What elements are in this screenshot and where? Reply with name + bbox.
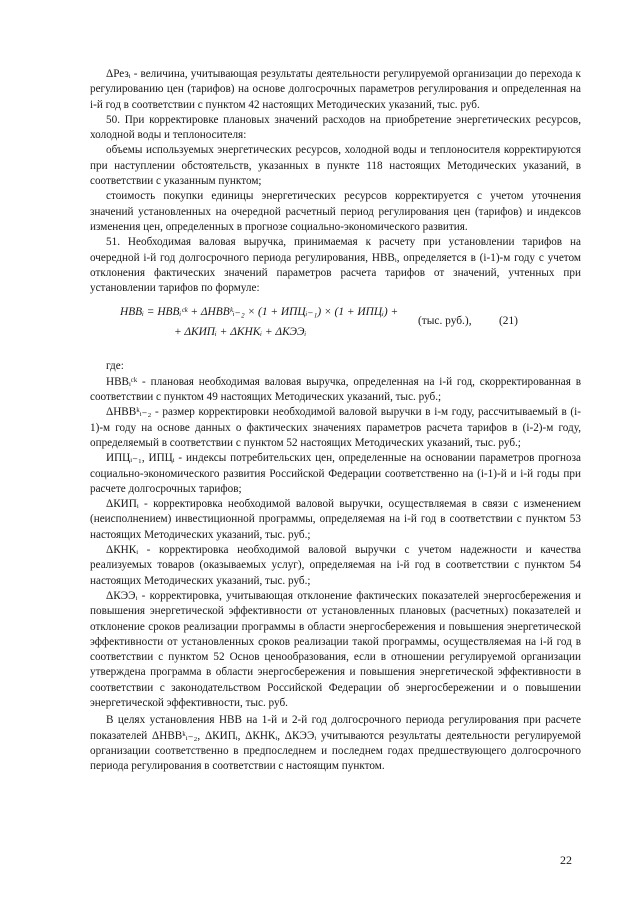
definition-delta-knk: ΔКНКᵢ - корректировка необходимой валовой выручки с учетом надежности и качества реализуемых товаров (оказываемых услуг), определяемая на i-й год в соответствии с пунктом 54 настоящих Методических указаний, тыс. руб.; — [90, 544, 581, 587]
definition-delta-kee: ΔКЭЭᵢ - корректировка, учитывающая отклонение фактических показателей энергосбережения и повышения энергетической эффективности от установленных плановых (расчетных) показателей и отклонение сроков реализации программы в области энергосбережения и повышения энергетической эффективности от установленных сроков реализации такой программы, осуществляемая на i-й год в соответствии с пунктом 52 Основ ценообразования, если в отношении регулируемой организации утверждена программа в области энергосбережения и повышения энергетической эффективности в соответствии с законодательством Российской Федерации об энергосбережении и о повышении энергетической эффективности, тыс. руб. — [90, 589, 581, 709]
where-label: где: — [106, 360, 124, 373]
paragraph-volumes: объемы используемых энергетических ресурсов, холодной воды и теплоносителя корректируются при наступлении обстоятельств, указанных в пункте 118 настоящих Методических указаний, в соответствии с указанным пунктом; — [90, 144, 581, 188]
paragraph-unit-cost: стоимость покупки единицы энергетических ресурсов корректируется с учетом уточнения значений установленных на очередной расчетный период регулирования цен (тарифов) и индексов изменения цен, определенных в прогнозе социально-экономического развития. — [90, 190, 581, 233]
paragraph-first-years: В целях установления НВВ на 1-й и 2-й год долгосрочного периода регулирования при расчете показателей ΔНВВᵏᵢ₋₂, ΔКИПᵢ, ΔКНКᵢ, ΔКЭЭᵢ учитываются результаты деятельности регулируемой организации соответственно в предпоследнем и последнем годах предшествующего долгосрочного периода регулирования в соответствии с настоящим пунктом. — [90, 714, 581, 773]
definition-ipc: ИПЦᵢ₋₁, ИПЦᵢ - индексы потребительских цен, определенные на основании параметров прогноза социально-экономического развития Российской Федерации соответственно на (i-1)-й и i-й годы при расчете долгосрочных тарифов; — [90, 452, 581, 495]
paragraph-51: 51. Необходимая валовая выручка, принимаемая к расчету при установлении тарифов на очередной i-й год долгосрочного периода регулирования, НВВᵢ, определяется в (i-1)-м году с учетом отклонения фактических значений параметров расчета тарифов от значений, учтенных при установлении тарифов по формуле: — [90, 236, 581, 295]
definition-delta-nvv: ΔНВВᵏᵢ₋₂ - размер корректировки необходимой валовой выручки в i-м году, рассчитываемый в (i-1)-м году на основе данных о фактических значениях параметров расчета тарифов в (i-2)-м году, определяемый в соответствии с пунктом 52 настоящих Методических указаний, тыс. руб.; — [90, 406, 581, 449]
paragraph-delta-rez: ΔРезᵢ - величина, учитывающая результаты деятельности регулируемой организации до перехода к регулированию цен (тарифов) на основе долгосрочных параметров регулирования и определенная на i-й год в соответствии с пунктом 42 настоящих Методических указаний, тыс. руб. — [90, 68, 581, 111]
formula-line-2: + ΔКИПᵢ + ΔКНКᵢ + ΔКЭЭᵢ — [174, 326, 307, 339]
formula-21 — [90, 303, 581, 353]
formula-unit: (тыс. руб.), — [418, 315, 472, 328]
formula-line-1: НВВᵢ = НВВᵢᶜᵏ + ΔНВВᵏᵢ₋₂ × (1 + ИПЦᵢ₋₁) × (1 + ИПЦᵢ) + — [120, 306, 399, 319]
page-number: 22 — [560, 853, 572, 867]
definition-nvv-sk: НВВᵢᶜᵏ - плановая необходимая валовая выручка, определенная на i-й год, скорректированная в соответствии с пунктом 49 настоящих Методических указаний, тыс. руб.; — [90, 375, 581, 404]
definition-delta-kip: ΔКИПᵢ - корректировка необходимой валовой выручки, осуществляемая в связи с изменением (неисполнением) инвестиционной программы, определяемая на i-й год в соответствии с пунктом 53 настоящих Методических указаний, тыс. руб.; — [90, 498, 581, 541]
paragraph-50: 50. При корректировке плановых значений расходов на приобретение энергетических ресурсов, холодной воды и теплоносителя: — [90, 113, 581, 142]
formula-number: (21) — [499, 315, 518, 328]
body-text — [90, 67, 581, 774]
